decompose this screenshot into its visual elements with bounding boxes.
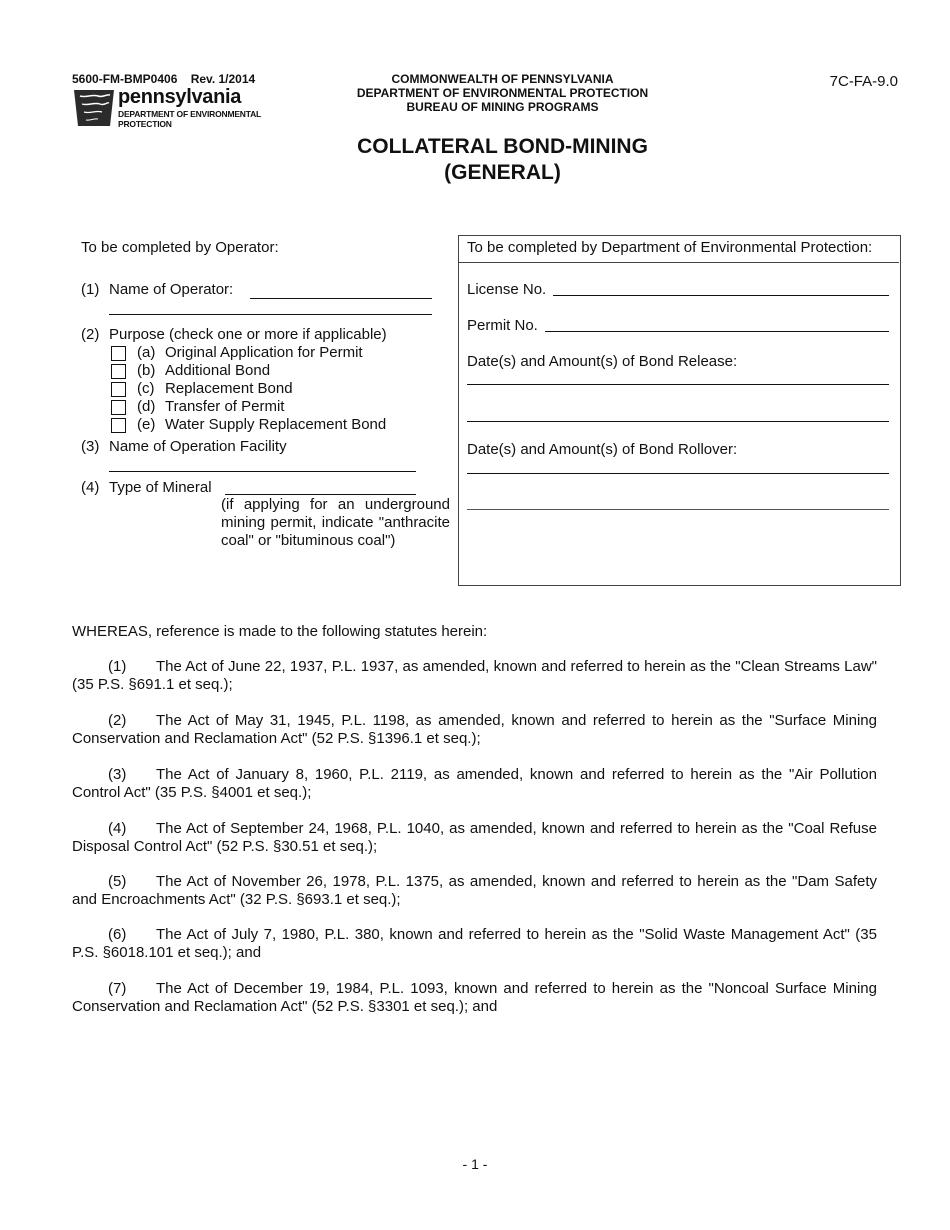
purpose-letter: (c) [137,380,155,397]
operation-facility-field[interactable] [109,471,416,472]
purpose-letter: (b) [137,362,156,379]
bond-rollover-label: Date(s) and Amount(s) of Bond Rollover: [467,441,738,458]
license-number-field[interactable] [553,295,889,296]
bond-release-label: Date(s) and Amount(s) of Bond Release: [467,353,738,370]
permit-label: Permit No. [467,317,538,334]
operator-name-field[interactable] [250,298,432,299]
purpose-label: Original Application for Permit [165,344,363,361]
pa-keystone-logo-icon [72,86,116,128]
statute-paragraph: (1) The Act of June 22, 1937, P.L. 1937, as amended, known and referred to herein as the "Clean Streams Law" (35 P.S. §691.1 et seq.); [72,658,877,693]
bond-release-field-2[interactable] [467,421,889,422]
q4-number: (4) [81,479,100,496]
form-number: 5600-FM-BMP0406 Rev. 1/2014 [72,72,256,86]
form-code: 7C-FA-9.0 [829,73,898,90]
purpose-letter: (e) [137,416,156,433]
agency-block [300,72,705,114]
purpose-label: Transfer of Permit [165,398,285,415]
statute-paragraph: (4) The Act of September 24, 1968, P.L. 1040, as amended, known and referred to herein as the "Coal Refuse Disposal Control Act" (52 P.S. §30.51 et seq.); [72,820,877,855]
bond-release-field-1[interactable] [467,384,889,385]
permit-number-field[interactable] [545,331,889,332]
checkbox-additional-bond[interactable] [111,364,126,379]
license-label: License No. [467,281,547,298]
checkbox-transfer-of-permit[interactable] [111,400,126,415]
checkbox-water-supply-bond[interactable] [111,418,126,433]
q1-number: (1) [81,281,100,298]
q2-number: (2) [81,326,100,343]
purpose-letter: (a) [137,344,156,361]
q1-label: Name of Operator: [109,281,234,298]
purpose-letter: (d) [137,398,156,415]
q2-label: Purpose (check one or more if applicable) [109,326,387,343]
statute-paragraph: (2) The Act of May 31, 1945, P.L. 1198, as amended, known and referred to herein as the "Surface Mining Conservation and Reclamation Act" (52 P.S. §1396.1 et seq.); [72,712,877,747]
checkbox-replacement-bond[interactable] [111,382,126,397]
operator-heading: To be completed by Operator: [81,239,279,256]
statute-paragraph: (7) The Act of December 19, 1984, P.L. 1093, known and referred to herein as the "Noncoal Surface Mining Conservation and Reclamation Act" (52 P.S. §3301 et seq.); and [72,980,877,1015]
page-number: - 1 - [462,1156,488,1172]
q3-label: Name of Operation Facility [109,438,287,455]
q3-number: (3) [81,438,100,455]
agency-line: DEPARTMENT OF ENVIRONMENTAL PROTECTION [356,86,649,100]
bond-rollover-field-2[interactable] [467,509,889,510]
bond-rollover-field-1[interactable] [467,473,889,474]
agency-line: BUREAU OF MINING PROGRAMS [406,100,599,114]
mineral-type-note: (if applying for an underground mining permit, indicate "anthracite coal" or "bituminous coal") [221,496,450,549]
q4-label: Type of Mineral [109,479,212,496]
agency-line: COMMONWEALTH OF PENNSYLVANIA [391,72,614,86]
purpose-label: Additional Bond [165,362,271,379]
logo-department: DEPARTMENT OF ENVIRONMENTAL PROTECTION [118,109,262,129]
statute-paragraph: (6) The Act of July 7, 1980, P.L. 380, known and referred to herein as the "Solid Waste Management Act" (35 P.S. §6018.101 et seq.); and [72,926,877,961]
dep-heading: To be completed by Department of Environmental Protection: [467,239,873,256]
statute-paragraph: (5) The Act of November 26, 1978, P.L. 1375, as amended, known and referred to herein as the "Dam Safety and Encroachments Act" (32 P.S. §693.1 et seq.); [72,873,877,908]
operator-name-field-line2[interactable] [109,314,432,315]
whereas-intro: WHEREAS, reference is made to the following statutes herein: [72,623,488,640]
statute-paragraph: (3) The Act of January 8, 1960, P.L. 2119, as amended, known and referred to herein as the "Air Pollution Control Act" (35 P.S. §4001 et seq.); [72,766,877,801]
page-title: COLLATERAL BOND-MINING (GENERAL) [357,135,648,184]
mineral-type-field[interactable] [225,494,416,495]
purpose-label: Water Supply Replacement Bond [165,416,387,433]
checkbox-original-application[interactable] [111,346,126,361]
purpose-label: Replacement Bond [165,380,293,397]
logo-wordmark: pennsylvania [118,86,242,108]
